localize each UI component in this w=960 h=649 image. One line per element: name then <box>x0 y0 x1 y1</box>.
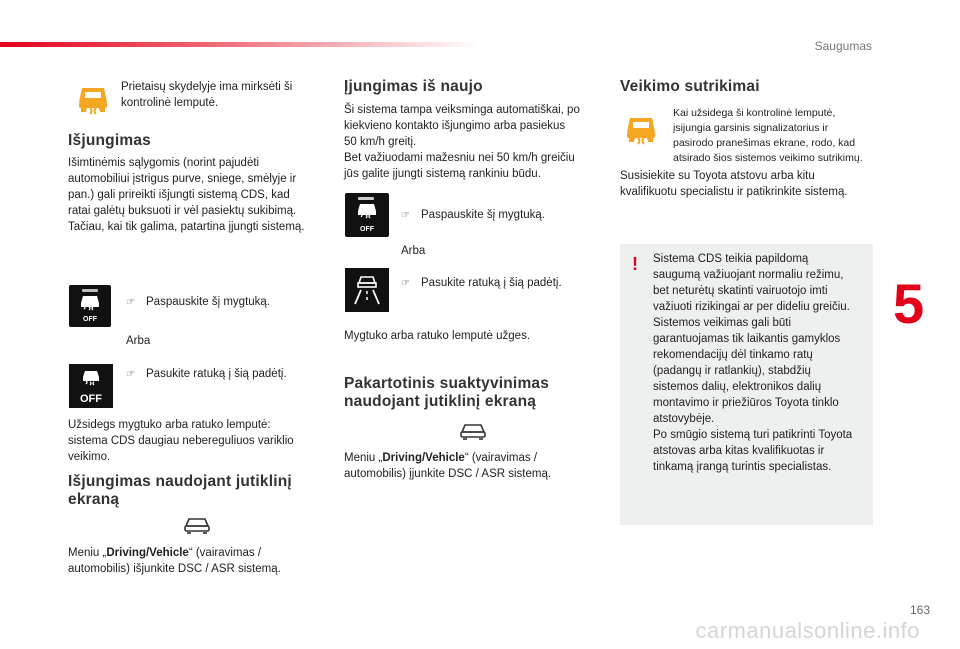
para-off: Išimtinėmis sąlygomis (norint pajudėti automobiliui įstrigus purve, sniege, smėlyje ir pan.) gali prireikti išjungti sistemą CDS, kad ratai galėtų buksuoti ir vėl pasiektų sukibimą. Tačiau, kai tik galima, patartina įjungti sistemą. <box>68 157 305 233</box>
para-on: Ši sistema tampa veiksminga automatiškai, po kiekvieno kontakto išjungimo arba pasiekus 50 km/h greitį. Bet važiuodami mažesniu nei 50 km/h greičiu jūs galite įjungti sistemą rankiniu būdu. <box>344 104 580 180</box>
or-text-off: Arba <box>126 335 151 347</box>
car-menu-icon <box>459 421 487 441</box>
heading-touch-on: Pakartotinis suaktyvinimas naudojant jutiklinį ekraną <box>344 375 550 410</box>
section-title: Saugumas <box>814 39 872 53</box>
heading-off: Išjungimas <box>68 132 151 149</box>
cds-off-button-icon: OFF <box>69 285 111 327</box>
para-lamp-on: Užsidegs mygtuko arba ratuko lemputė: sistema CDS daugiau nebereguliuos variklio veikimo. <box>68 419 294 463</box>
menu-text-on: Meniu „Driving/Vehicle“ (vairavimas / automobilis) įjunkite DSC / ASR sistemą. <box>344 452 552 480</box>
cds-on-button-icon: OFF <box>345 193 389 237</box>
car-menu-icon <box>183 515 211 535</box>
skid-warning-icon <box>624 114 658 148</box>
menu-text-off: Meniu „Driving/Vehicle“ (vairavimas / automobilis) išjunkite DSC / ASR sistemą. <box>68 547 281 575</box>
bullet-press-button-off: ☞ Paspauskite šį mygtuką. <box>126 296 271 308</box>
caution-note-text: Sistema CDS teikia papildomą saugumą važiuojant normaliu režimu, bet neturėtų skatinti vairuotojo imti važiuoti rizikingai ar per dideliu greičiu. Sistemos veikimas gali būti garantuojamas tik laikantis gamyklos rekomendacijų dėl tinkamo ratų (padangų ir ratlankių), stabdžių sistemos dalių, elektronikos dalių montavimo ir priežiūros Toyota tinklo atstovybėje. Po smūgio sistemą turi patikrinti Toyota atstovas arba kitas kvalifikuotas ir tinkamą įrangą turintis specialistas. <box>653 253 853 473</box>
normal-mode-knob-icon <box>345 268 389 312</box>
or-text-on: Arba <box>401 245 426 257</box>
header-accent-bar <box>0 42 480 47</box>
para-lamp-off: Mygtuko arba ratuko lemputė užges. <box>344 330 531 342</box>
fault-para: Susisiekite su Toyota atstovu arba kitu kvalifikuotu specialistu ir patikrinkite sistemą. <box>620 170 848 198</box>
bullet-turn-knob-off: ☞ Pasukite ratuką į šią padėtį. <box>126 368 287 380</box>
exclamation-icon: ! <box>632 254 638 274</box>
intro-text: Prietaisų skydelyje ima mirksėti ši kontrolinė lemputė. <box>121 81 293 109</box>
skid-warning-icon <box>76 84 110 118</box>
caution-note <box>620 244 873 525</box>
bullet-press-button-on: ☞ Paspauskite šį mygtuką. <box>401 209 546 221</box>
heading-touch-off: Išjungimas naudojant jutiklinį ekraną <box>68 473 292 508</box>
fault-lamp-text: Kai užsidega ši kontrolinė lemputė, įsijungia garsinis signalizatorius ir pasirodo pranešimas ekrane, rodo, kad atsirado šios sistemos veikimo sutrikimų. <box>673 107 863 164</box>
heading-fault: Veikimo sutrikimai <box>620 78 760 95</box>
heading-on: Įjungimas iš naujo <box>344 78 483 95</box>
page-number: 163 <box>909 603 930 617</box>
cds-off-knob-icon: OFF <box>69 364 113 408</box>
chapter-number: 5 <box>893 272 925 335</box>
bullet-turn-knob-on: ☞ Pasukite ratuką į šią padėtį. <box>401 277 562 289</box>
watermark: carmanualsonline.info <box>695 618 920 643</box>
